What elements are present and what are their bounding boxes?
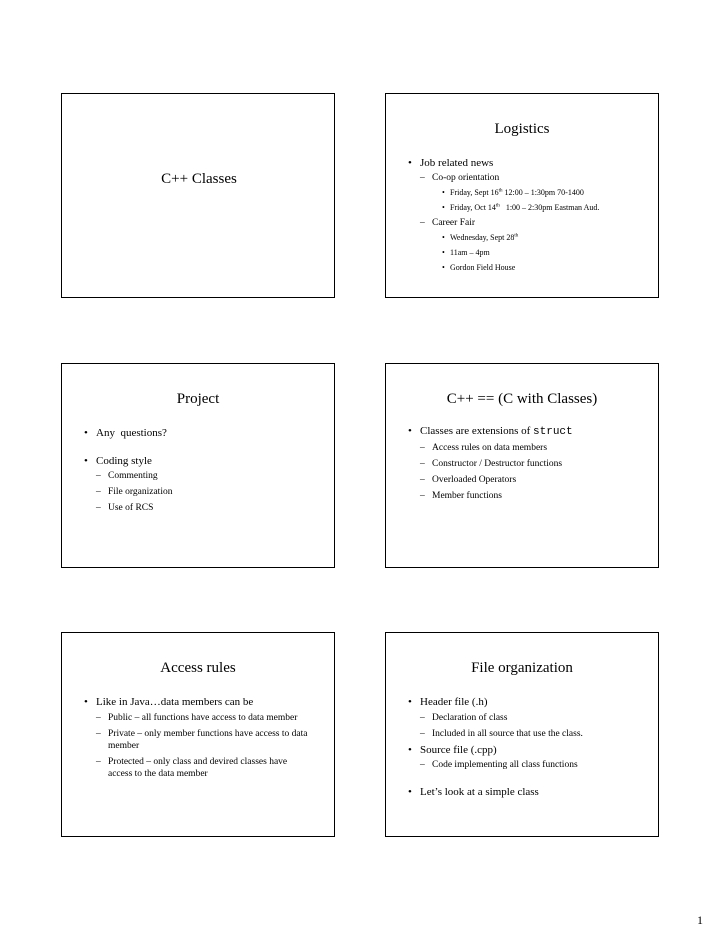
sub-sub-bullet-item: • Wednesday, Sept 28th — [408, 232, 650, 243]
slide-logistics — [385, 93, 659, 298]
sub-bullet-item: – Use of RCS — [84, 502, 326, 514]
code-struct: struct — [533, 426, 573, 438]
sub-bullet-item: – Constructor / Destructor functions — [408, 458, 650, 470]
sub-sub-bullet-item: • 11am – 4pm — [408, 247, 650, 258]
slide-file-organization — [385, 632, 659, 837]
sub-bullet-item: – Overloaded Operators — [408, 474, 650, 486]
bullet-item: • Source file (.cpp) — [408, 743, 650, 757]
sub-sub-bullet-item: • Friday, Oct 14th 1:00 – 2:30pm Eastman Aud. — [408, 202, 650, 213]
page-number: 1 — [697, 913, 703, 927]
bullet-item: • Job related news — [408, 156, 650, 170]
slide-access-rules — [61, 632, 335, 837]
sub-bullet-item: – Co-op orientation — [408, 172, 650, 184]
sub-bullet-item: – Included in all source that use the class. — [408, 728, 650, 740]
sub-sub-bullet-item: • Gordon Field House — [408, 262, 650, 273]
slide-title: Access rules — [160, 660, 236, 676]
sub-bullet-item: – File organization — [84, 486, 326, 498]
slide-body — [408, 156, 650, 273]
slide-body — [408, 424, 650, 502]
bullet-item: • Any questions? — [84, 426, 326, 440]
slide-cpp-with-classes — [385, 363, 659, 568]
sub-bullet-item: – Protected – only class and devired classes have access to the data member — [84, 756, 312, 780]
sub-bullet-item: – Declaration of class — [408, 712, 650, 724]
bullet-item: • Let’s look at a simple class — [408, 785, 650, 799]
slide-title: Project — [176, 391, 220, 407]
sub-sub-bullet-item: • Friday, Sept 16th 12:00 – 1:30pm 70-1400 — [408, 187, 650, 198]
slide-body — [84, 695, 312, 780]
slide-title: C++ == (C with Classes) — [446, 391, 598, 407]
sub-bullet-item: – Member functions — [408, 490, 650, 502]
bullet-item: • Coding style — [84, 454, 326, 468]
slide-title: C++ Classes — [161, 171, 237, 187]
sub-bullet-item: – Public – all functions have access to data member — [84, 712, 312, 724]
slide-title: Logistics — [494, 121, 550, 137]
sub-bullet-item: – Commenting — [84, 470, 326, 482]
slide-body — [408, 695, 650, 799]
sub-bullet-item: – Access rules on data members — [408, 442, 650, 454]
bullet-item: • Header file (.h) — [408, 695, 650, 709]
slide-project — [61, 363, 335, 568]
slide-cpp-classes — [61, 93, 335, 298]
slide-body — [84, 426, 326, 514]
sub-bullet-item: – Code implementing all class functions — [408, 759, 650, 771]
sub-bullet-item: – Career Fair — [408, 217, 650, 229]
bullet-item: • Like in Java…data members can be — [84, 695, 312, 709]
slide-title: File organization — [471, 660, 573, 676]
sub-bullet-item: – Private – only member functions have access to data member — [84, 728, 312, 752]
bullet-item: • Classes are extensions of struct — [408, 424, 650, 439]
